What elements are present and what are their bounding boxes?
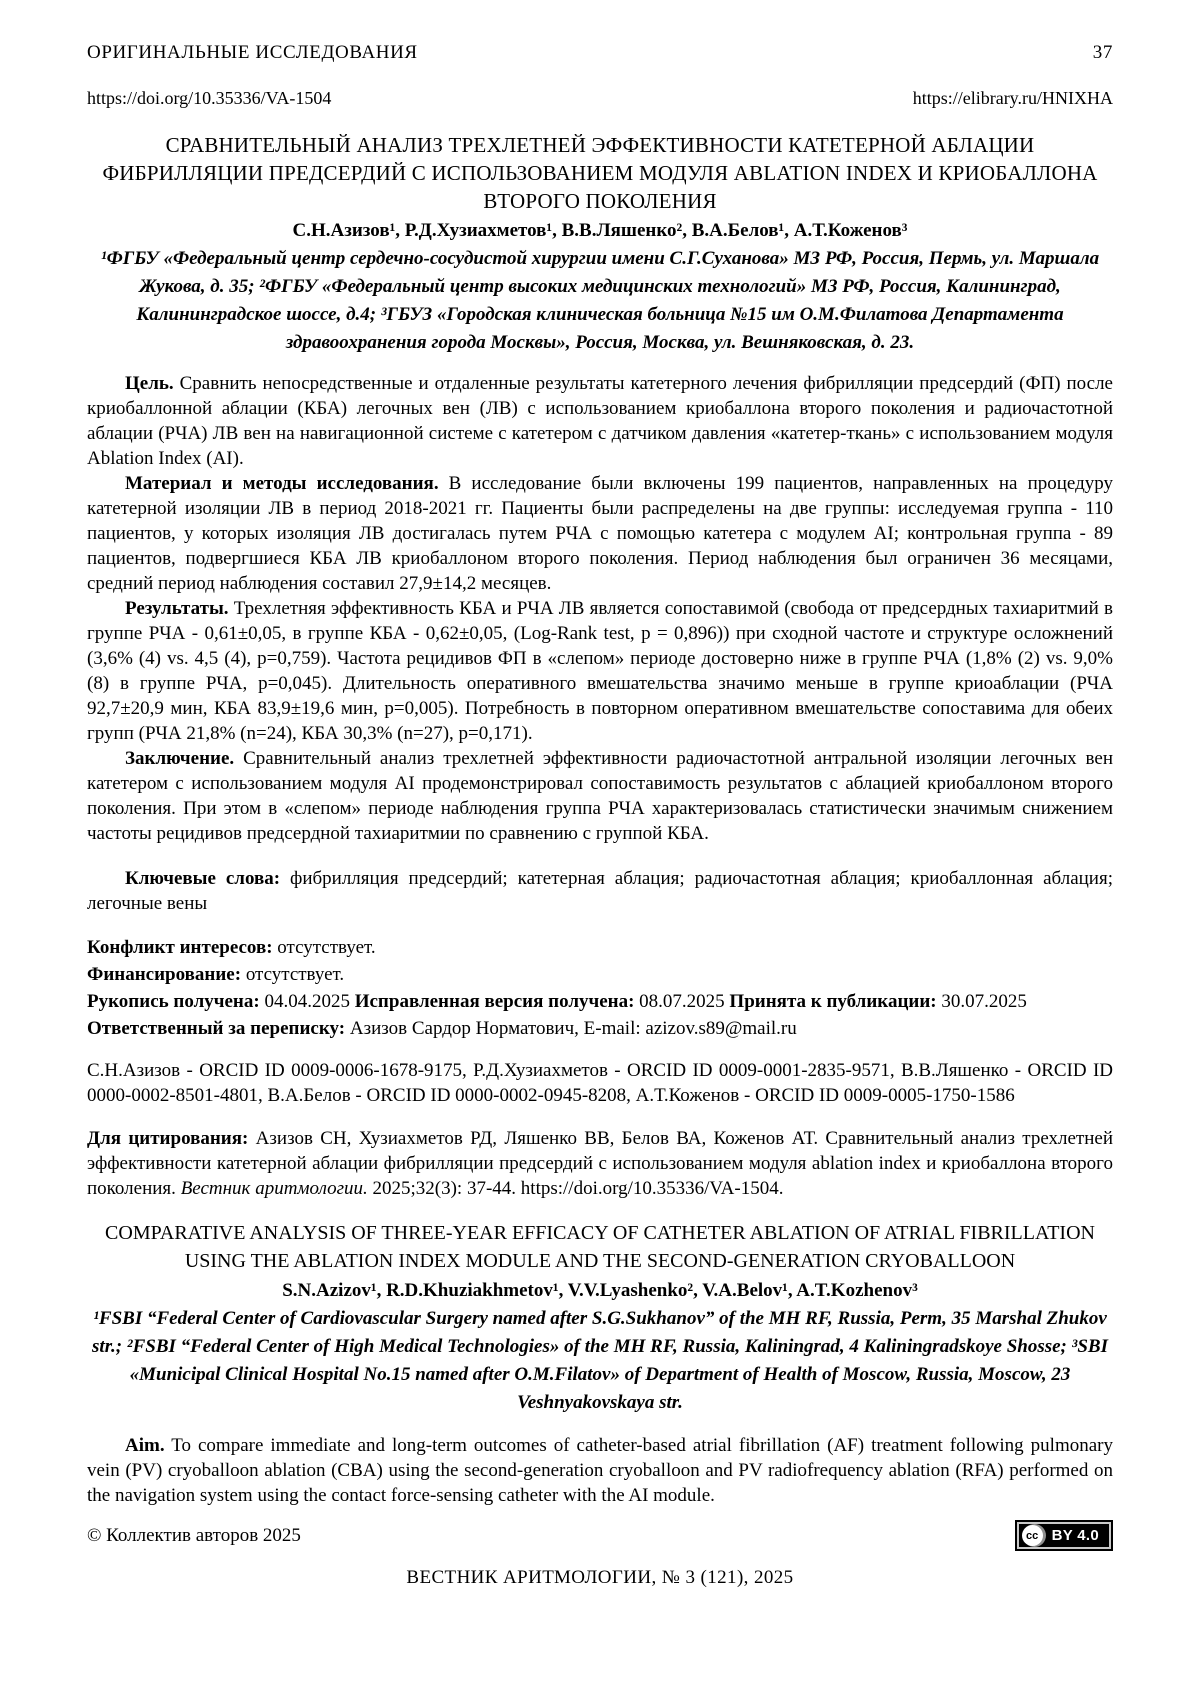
doi-link[interactable]: https://doi.org/10.35336/VA-1504 xyxy=(87,88,332,108)
bottom-row xyxy=(87,1520,1113,1551)
running-head xyxy=(87,42,1113,64)
abstract-aim-en: Aim. To compare immediate and long-term outcomes of catheter-based atrial fibrillation (AF) treatment following pulmonary vein (PV) cryoballoon ablation (CBA) using the second-generation cryoballoon and PV radiofrequency ablation (RFA) performed on the navigation system using the contact force-sensing catheter with the AI module. xyxy=(87,1435,1113,1506)
abstract-ru xyxy=(87,371,1113,916)
abstract-aim-ru: Цель. Сравнить непосредственные и отдаленные результаты катетерного лечения фибрилляции предсердий (ФП) после криобаллонной аблации (КБА) легочных вен (ЛВ) с использованием криобаллона второго поколения и радиочастотной аблации (РЧА) ЛВ вен на навигационной системе с катетером с датчиком давления «катетер-ткань» с использованием модуля Ablation Index (AI). xyxy=(87,373,1113,469)
authors-ru: С.Н.Азизов¹, Р.Д.Хузиахметов¹, В.В.Ляшенко², В.А.Белов¹, А.Т.Коженов³ xyxy=(292,220,908,241)
affiliations-ru: ¹ФГБУ «Федеральный центр сердечно-сосудистой хирургии имени С.Г.Суханова» МЗ РФ, Россия, Пермь, ул. Маршала Жукова, д. 35; ²ФГБУ «Федеральный центр высоких медицинских технологий» МЗ РФ, Россия, Калининград, Калининградское шоссе, д.4; ³ГБУЗ «Городская клиническая больница №15 им О.М.Филатова Департамента здравоохранения города Москвы», Россия, Москва, ул. Вешняковская, д. 23. xyxy=(100,248,1100,353)
affiliations-en: ¹FSBI “Federal Center of Cardiovascular Surgery named after S.G.Sukhanov” of the MH RF, Russia, Perm, 35 Marshal Zhukov str.; ²FSBI “Federal Center of High Medical Technologies» of the MH RF, Russia, Kaliningrad, 4 Kaliningradskoye Shosse; ³SBI «Municipal Clinical Hospital No.15 named after O.M.Filatov» of Department of Health of Moscow, Russia, Moscow, 23 Veshnyakovskaya str. xyxy=(92,1308,1108,1413)
links-row xyxy=(87,88,1113,109)
elibrary-link[interactable]: https://elibrary.ru/HNIXHA xyxy=(912,88,1113,108)
cc-icon: cc xyxy=(1022,1525,1043,1546)
funding-line: Финансирование: отсутствует. xyxy=(87,964,345,985)
cc-by-license-badge[interactable] xyxy=(1015,1520,1113,1551)
conflict-of-interest-line: Конфликт интересов: отсутствует. xyxy=(87,937,376,958)
section-label: ОРИГИНАЛЬНЫЕ ИССЛЕДОВАНИЯ xyxy=(87,42,418,63)
abstract-en xyxy=(87,1433,1113,1508)
article-title-en: COMPARATIVE ANALYSIS OF THREE-YEAR EFFICACY OF CATHETER ABLATION OF ATRIAL FIBRILLATION USING THE ABLATION INDEX MODULE AND THE SECOND-GENERATION CRYOBALLOON xyxy=(105,1222,1095,1272)
article-title-ru: СРАВНИТЕЛЬНЫЙ АНАЛИЗ ТРЕХЛЕТНЕЙ ЭФФЕКТИВНОСТИ КАТЕТЕРНОЙ АБЛАЦИИ ФИБРИЛЛЯЦИИ ПРЕДСЕРДИЙ С ИСПОЛЬЗОВАНИЕМ МОДУЛЯ ABLATION INDEX И КРИОБАЛЛОНА ВТОРОГО ПОКОЛЕНИЯ xyxy=(102,133,1098,213)
journal-footer: ВЕСТНИК АРИТМОЛОГИИ, № 3 (121), 2025 xyxy=(406,1567,794,1588)
abstract-methods-ru: Материал и методы исследования. В исследование были включены 199 пациентов, направленных на процедуру катетерной изоляции ЛВ в период 2018-2021 гг. Пациенты были распределены на две группы: исследуемая группа - 110 пациентов, у которых изоляция ЛВ достигалась путем РЧА с помощью катетера с модулем AI; контрольная группа - 89 пациентов, подвергшиеся КБА ЛВ криобаллоном второго поколения. Период наблюдения был ограничен 36 месяцами, средний период наблюдения составил 27,9±14,2 месяцев. xyxy=(87,473,1113,594)
corresponding-author-line: Ответственный за переписку: Азизов Сардор Норматович, E-mail: azizov.s89@mail.ru xyxy=(87,1018,797,1039)
article-meta xyxy=(87,934,1113,1042)
orcid-paragraph: С.Н.Азизов - ORCID ID 0009-0006-1678-9175, Р.Д.Хузиахметов - ORCID ID 0009-0001-2835-9571, В.В.Ляшенко - ORCID ID 0000-0002-8501-4801, В.А.Белов - ORCID ID 0000-0002-0945-8208, А.Т.Коженов - ORCID ID 0009-0005-1750-1586 xyxy=(87,1060,1113,1106)
citation-paragraph: Для цитирования: Азизов СН, Хузиахметов РД, Ляшенко ВВ, Белов ВА, Коженов АТ. Сравнительный анализ трехлетней эффективности катетерной аблации фибрилляции предсердий с использованием модуля ablation index и криобаллона второго поколения. Вестник аритмологии. 2025;32(3): 37-44. https://doi.org/10.35336/VA-1504. xyxy=(87,1128,1113,1199)
license-label: BY 4.0 xyxy=(1051,1527,1099,1544)
keywords-ru: Ключевые слова: фибрилляция предсердий; катетерная аблация; радиочастотная аблация; криобаллонная аблация; легочные вены xyxy=(87,868,1113,914)
abstract-results-ru: Результаты. Трехлетняя эффективность КБА и РЧА ЛВ является сопоставимой (свобода от предсердных тахиаритмий в группе РЧА - 0,61±0,05, в группе КБА - 0,62±0,05, (Log-Rank test, p = 0,896)) при сходной частоте и структуре осложнений (3,6% (4) vs. 4,5 (4), p=0,759). Частота рецидивов ФП в «слепом» периоде достоверно ниже в группе РЧА (1,8% (2) vs. 9,0% (8) в группе РЧА, p=0,045). Длительность оперативного вмешательства значимо меньше в группе криоаблации (РЧА 92,7±20,9 мин, КБА 83,9±19,6 мин, p=0,005). Потребность в повторном оперативном вмешательстве сопоставима для обеих групп (РЧА 21,8% (n=24), КБА 30,3% (n=27), p=0,171). xyxy=(87,598,1113,744)
authors-en: S.N.Azizov¹, R.D.Khuziakhmetov¹, V.V.Lyashenko², V.A.Belov¹, A.T.Kozhenov³ xyxy=(282,1280,918,1301)
page-number: 37 xyxy=(1092,42,1113,63)
manuscript-dates-line: Рукопись получена: 04.04.2025 Исправленная версия получена: 08.07.2025 Принята к публикации: 30.07.2025 xyxy=(87,991,1027,1012)
abstract-conclusion-ru: Заключение. Сравнительный анализ трехлетней эффективности радиочастотной антральной изоляции легочных вен катетером с использованием модуля AI продемонстрировал сопоставимость результатов с аблацией криобаллоном второго поколения. При этом в «слепом» периоде наблюдения группа РЧА характеризовалась статистически значимым снижением частоты рецидивов предсердной тахиаритмии по сравнению с группой КБА. xyxy=(87,748,1113,844)
copyright-line: © Коллектив авторов 2025 xyxy=(87,1524,301,1546)
